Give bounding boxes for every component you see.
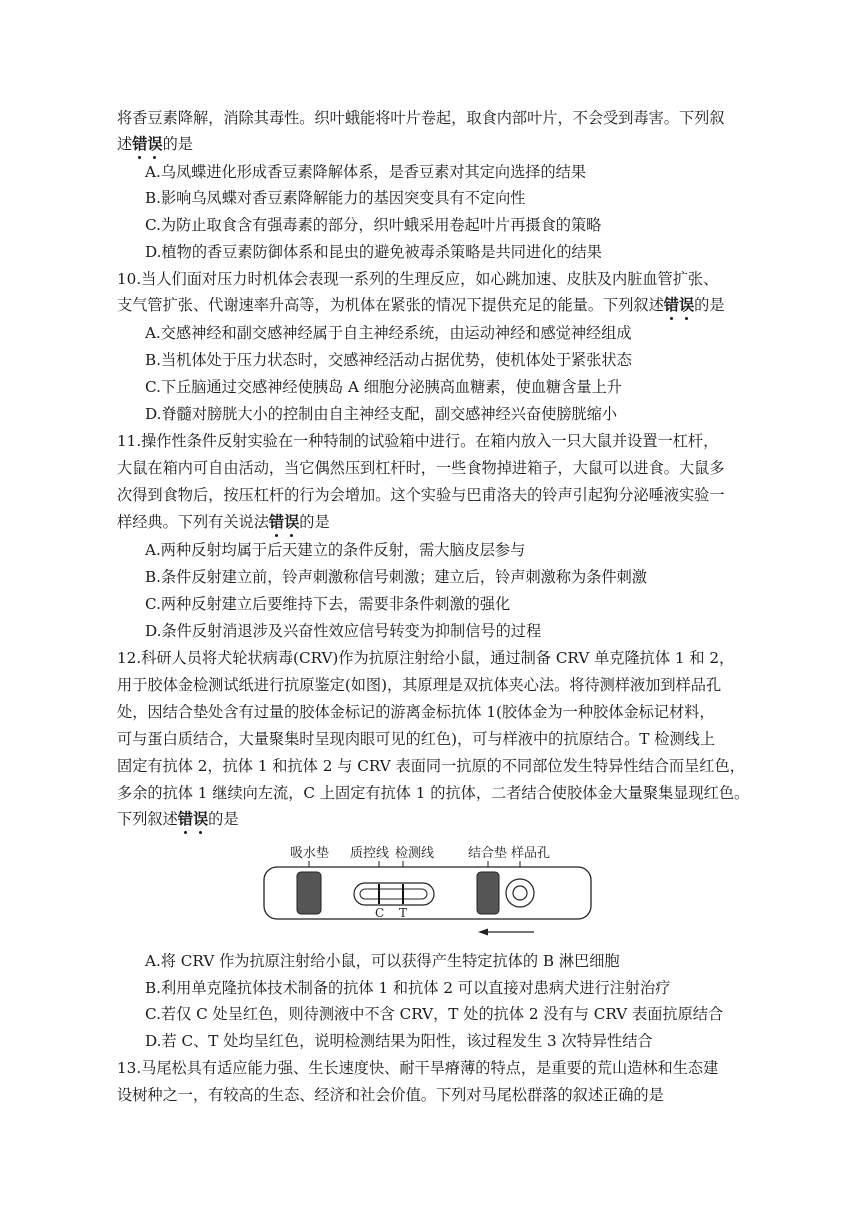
q10-option-d: D.脊髓对膀胱大小的控制由自主神经支配，副交感神经兴奋使膀胱缩小: [145, 405, 618, 423]
q11-line-1: 11.操作性条件反射实验在一种特制的试验箱中进行。在箱内放入一只大鼠并设置一杠杆，: [117, 432, 719, 450]
emphasis-char: 误: [147, 135, 163, 153]
q12-line-7: 下列叙述错误的是: [117, 810, 239, 828]
q10-option-a: A.交感神经和副交感神经属于自主神经系统，由运动神经和感觉神经组成: [145, 324, 632, 342]
q12-line-5: 固定有抗体 2，抗体 1 和抗体 2 与 CRV 表面同一抗原的不同部位发生特异性结合而呈红色，: [117, 757, 745, 775]
q12-option-d: D.若 C、T 处均呈红色，说明检测结果为阳性，该过程发生 3 次特异性结合: [145, 1032, 653, 1050]
label-sample-well: 样品孔: [511, 846, 551, 861]
q9-option-d: D.植物的香豆素防御体系和昆虫的避免被毒杀策略是共同进化的结果: [145, 243, 602, 261]
q10-line-1: 10.当人们面对压力时机体会表现一系列的生理反应，如心跳加速、皮肤及内脏血管扩张、: [117, 270, 719, 288]
q12-line-6: 多余的抗体 1 继续向左流，C 上固定有抗体 1 的抗体，二者结合使胶体金大量聚集显现红色。: [117, 784, 750, 802]
q9-option-c: C.为防止取食含有强毒素的部分，织叶蛾采用卷起叶片再摄食的策略: [145, 216, 602, 234]
label-control-line: 质控线: [350, 846, 390, 861]
mark-t: T: [399, 906, 408, 920]
membrane-slot: [360, 889, 427, 899]
emphasis-char: 误: [678, 296, 695, 314]
conjugate-pad: [477, 872, 499, 914]
q9-option-a: A.乌凤蝶进化形成香豆素降解体系，是香豆素对其定向选择的结果: [145, 163, 587, 181]
emphasis-char: 误: [192, 810, 209, 828]
emphasis-char: 错: [132, 135, 148, 153]
q12-option-b: B.利用单克隆抗体技术制备的抗体 1 和抗体 2 可以直接对患病犬进行注射治疗: [145, 979, 671, 997]
q11-line-3: 次得到食物后，按压杠杆的行为会增加。这个实验与巴甫洛夫的铃声引起狗分泌唾液实验一: [117, 486, 725, 504]
q9-line-1: 将香豆素降解，消除其毒性。织叶蛾能将叶片卷起，取食内部叶片，不会受到毒害。下列叙: [117, 109, 725, 127]
q11-option-c: C.两种反射建立后要维持下去，需要非条件刺激的强化: [145, 595, 511, 613]
sample-well-inner: [513, 886, 527, 900]
q11-option-b: B.条件反射建立前，铃声刺激称信号刺激；建立后，铃声刺激称为条件刺激: [145, 568, 647, 586]
test-strip-diagram: [262, 840, 594, 940]
q10-option-c: C.下丘脑通过交感神经使胰岛 A 细胞分泌胰高血糖素，使血糖含量上升: [145, 378, 622, 396]
q9-option-b: B.影响乌凤蝶对香豆素降解能力的基因突变具有不定向性: [145, 189, 526, 207]
q11-line-4: 样经典。下列有关说法错误的是: [117, 513, 330, 531]
emphasis-char: 误: [284, 513, 300, 531]
q10-line-2: 支气管扩张、代谢速率升高等，为机体在紧张的情况下提供充足的能量。下列叙述错误的是: [117, 296, 725, 314]
q12-line-1: 12.科研人员将犬轮状病毒(CRV)作为抗原注射给小鼠，通过制备 CRV 单克隆抗体 1 和 2，: [117, 649, 735, 667]
q13-line-2: 设树种之一，有较高的生态、经济和社会价值。下列对马尾松群落的叙述正确的是: [117, 1086, 664, 1104]
q12-line-3: 处，因结合垫处含有过量的胶体金标记的游离金标抗体 1(胶体金为一种胶体金标记材料，: [117, 703, 715, 721]
absorbent-pad: [297, 872, 321, 914]
label-conjugate-pad: 结合垫: [468, 846, 508, 861]
flow-arrow-head: [478, 929, 488, 936]
q11-line-2: 大鼠在箱内可自由活动，当它偶然压到杠杆时，一些食物掉进箱子，大鼠可以进食。大鼠多: [117, 459, 725, 477]
q12-option-a: A.将 CRV 作为抗原注射给小鼠，可以获得产生特定抗体的 B 淋巴细胞: [145, 952, 620, 970]
q13-line-1: 13.马尾松具有适应能力强、生长速度快、耐干旱瘠薄的特点，是重要的荒山造林和生态建: [117, 1059, 719, 1077]
q9-line-2: 述错误的是: [117, 135, 193, 153]
label-absorbent-pad: 吸水垫: [290, 846, 330, 861]
emphasis-char: 错: [663, 296, 679, 314]
emphasis-char: 错: [177, 810, 193, 828]
q12-option-c: C.若仅 C 处呈红色，则待测液中不含 CRV，T 处的抗体 2 没有与 CRV 表面抗原结合: [145, 1005, 724, 1023]
q11-option-a: A.两种反射均属于后天建立的条件反射，需大脑皮层参与: [145, 541, 526, 559]
mark-c: C: [375, 906, 385, 920]
emphasis-char: 错: [268, 513, 285, 531]
q11-option-d: D.条件反射消退涉及兴奋性效应信号转变为抑制信号的过程: [145, 622, 542, 640]
q12-line-4: 可与蛋白质结合，大量聚集时呈现肉眼可见的红色)，可与样液中的抗原结合。T 检测线上: [117, 730, 716, 748]
q12-line-2: 用于胶体金检测试纸进行抗原鉴定(如图)，其原理是双抗体夹心法。将待测样液加到样品孔: [117, 676, 722, 694]
q10-option-b: B.当机体处于压力状态时，交感神经活动占据优势，使机体处于紧张状态: [145, 351, 632, 369]
label-test-line: 检测线: [395, 846, 435, 861]
